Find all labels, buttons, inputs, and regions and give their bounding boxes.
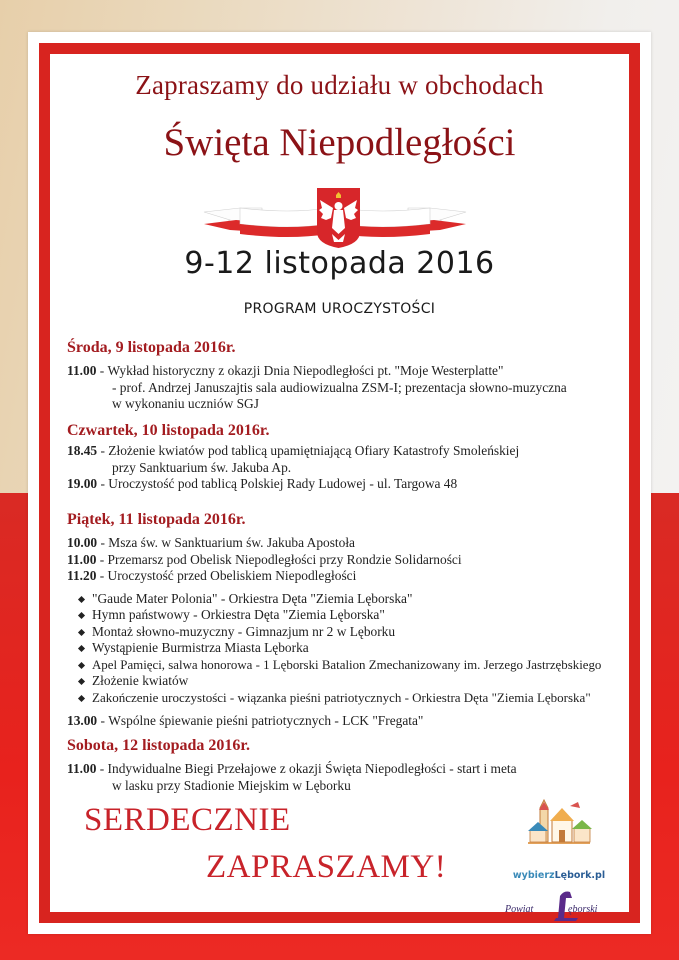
ceremony-list [67, 591, 627, 707]
ceremony-item [79, 640, 627, 657]
event-text: Wykład historyczny z okazji Dnia Niepodległości pt. "Moje Westerplatte" [107, 363, 504, 378]
wybierz-lebork-town-logo-icon [500, 798, 618, 872]
event-row [67, 363, 627, 380]
day-section [67, 421, 627, 510]
day-section [67, 736, 627, 794]
event-row [67, 535, 627, 552]
event-row [67, 476, 627, 493]
separator: - [96, 363, 108, 378]
event-text: Złożenie kwiatów pod tablicą upamiętniającą Ofiary Katastrofy Smoleńskiej [108, 443, 520, 458]
footer-invite-line1: SERDECZNIE [84, 802, 291, 838]
event-text: Przemarsz pod Obelisk Niepodległości przy Rondzie Solidarności [107, 551, 462, 567]
separator: - [97, 535, 109, 550]
ceremony-item-text: Zakończenie uroczystości - wiązanka pieśni patriotycznych - Orkiestra Dęta "Ziemia Lęborska" [92, 690, 591, 706]
event-time: 19.00 [67, 476, 98, 491]
date-range: 9-12 listopada 2016 [184, 246, 495, 281]
event-time: 10.00 [67, 535, 98, 550]
ceremony-item [79, 657, 627, 674]
leborski-label: ęborski [568, 904, 598, 915]
day-title: Sobota, 12 listopada 2016r. [67, 737, 250, 754]
ceremony-item [79, 673, 627, 690]
event-text: Uroczystość pod tablicą Polskiej Rady Ludowej - ul. Targowa 48 [108, 476, 458, 491]
separator: - [96, 568, 108, 583]
diamond-bullet-icon [78, 629, 85, 636]
day-section [67, 338, 627, 421]
diamond-bullet-icon [78, 695, 85, 702]
ceremony-item [79, 591, 627, 608]
footer-invite-line2: ZAPRASZAMY! [206, 849, 447, 885]
event-time: 11.00 [67, 761, 97, 776]
day-title: Czwartek, 10 listopada 2016r. [67, 422, 270, 439]
ceremony-item [79, 624, 627, 641]
event-time: 13.00 [67, 712, 98, 728]
schedule [67, 338, 627, 794]
day-title: Środa, 9 listopada 2016r. [67, 339, 236, 356]
separator: - [97, 443, 109, 458]
event-time: 11.20 [67, 568, 97, 583]
diamond-bullet-icon [78, 662, 85, 669]
separator: - [96, 551, 108, 567]
day-section [67, 510, 627, 736]
logo1-brand: Lębork.pl [554, 870, 606, 881]
diamond-bullet-icon [78, 612, 85, 619]
invite-line: Zapraszamy do udziału w obchodach [135, 70, 544, 100]
polish-eagle-ribbon-icon [200, 184, 470, 249]
day-title: Piątek, 11 listopada 2016r. [67, 511, 246, 528]
ceremony-item-text: Hymn państwowy - Orkiestra Dęta "Ziemia Lęborska" [92, 607, 385, 623]
event-row [67, 552, 627, 569]
ceremony-item [79, 690, 627, 707]
ceremony-item-text: Apel Pamięci, salwa honorowa - 1 Lęborski Batalion Zmechanizowany im. Jerzego Jastrzębskiego [92, 657, 602, 672]
event-time: 11.00 [67, 363, 97, 378]
event-continuation: w lasku przy Stadionie Miejskim w Lęborku [112, 777, 351, 793]
event-row [67, 443, 627, 460]
wybierz-lebork-logo-text [500, 870, 618, 881]
event-continuation: - prof. Andrzej Januszajtis sala audiowizualna ZSM-I; prezentacja słowno-muzyczna [112, 379, 567, 395]
ceremony-item [79, 607, 627, 624]
ceremony-item-text: Montaż słowno-muzyczny - Gimnazjum nr 2 w Lęborku [92, 623, 396, 639]
poster-card [28, 32, 651, 934]
diamond-bullet-icon [78, 678, 85, 685]
separator: - [97, 712, 109, 728]
ceremony-item-text: Wystąpienie Burmistrza Miasta Lęborka [92, 640, 309, 656]
event-continuation: w wykonaniu uczniów SGJ [112, 396, 259, 411]
event-time: 11.00 [67, 551, 97, 567]
event-row [67, 713, 627, 730]
holiday-title: Święta Niepodległości [163, 121, 516, 164]
event-text: Uroczystość przed Obeliskiem Niepodległości [107, 568, 357, 583]
event-continuation: przy Sanktuarium św. Jakuba Ap. [112, 459, 292, 475]
program-title: PROGRAM UROCZYSTOŚCI [243, 301, 436, 317]
separator: - [96, 761, 108, 776]
ceremony-item-text: "Gaude Mater Polonia" - Orkiestra Dęta "Ziemia Lęborska" [92, 590, 413, 606]
powiat-label: Powiat [505, 904, 534, 915]
logo1-prefix: wybierz [512, 870, 555, 881]
event-text: Wspólne śpiewanie pieśni patriotycznych - LCK "Fregata" [108, 712, 424, 728]
event-row [67, 568, 627, 585]
event-text: Indywidualne Biegi Przełajowe z okazji Święta Niepodległości - start i meta [107, 761, 517, 776]
event-time: 18.45 [67, 443, 98, 458]
event-row [67, 761, 627, 778]
diamond-bullet-icon [78, 645, 85, 652]
diamond-bullet-icon [78, 595, 85, 602]
separator: - [97, 476, 109, 491]
ceremony-item-text: Złożenie kwiatów [92, 673, 189, 689]
event-text: Msza św. w Sanktuarium św. Jakuba Apostoła [108, 535, 356, 550]
